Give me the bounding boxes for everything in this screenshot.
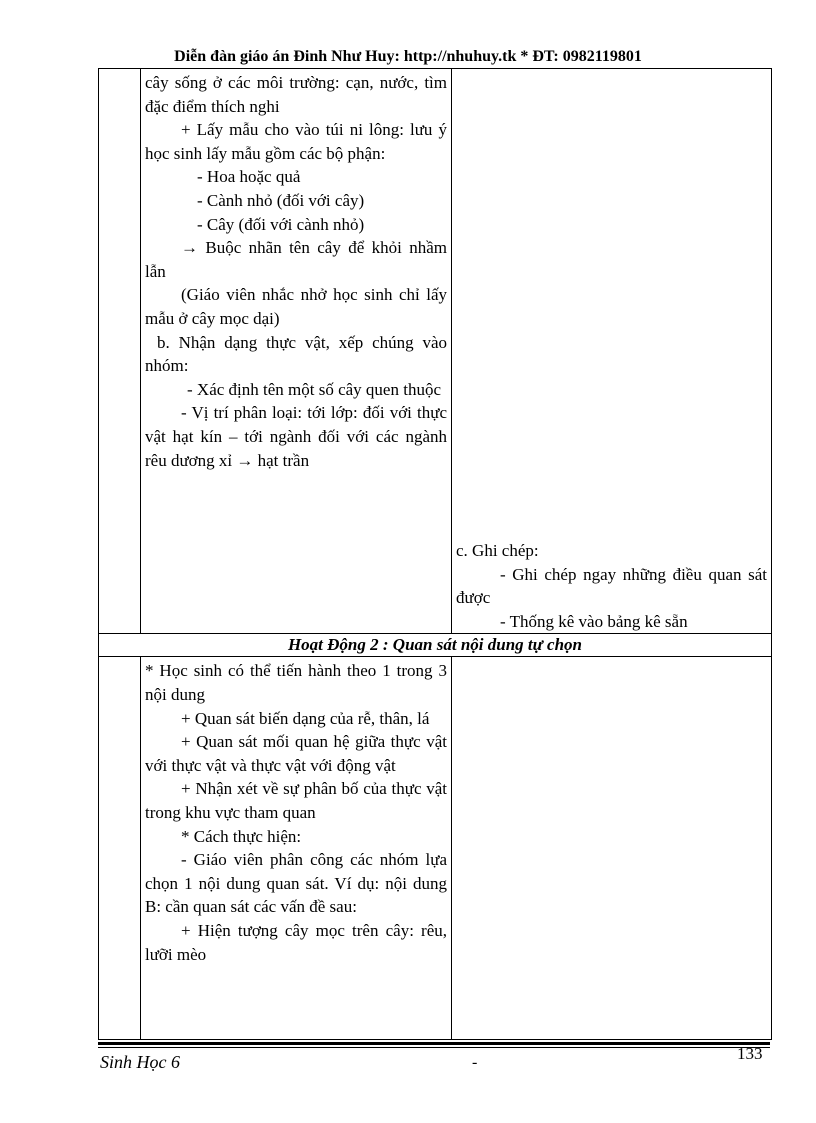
text-line: - Vị trí phân loại: tới lớp: đối với thực vật hạt kín – tới ngành đối với các ngành rêu dương xỉ → hạt trần xyxy=(145,403,447,470)
text-line: - Ghi chép ngay những điều quan sát được xyxy=(456,564,767,608)
text-line: * Học sinh có thể tiến hành theo 1 trong 3 nội dung xyxy=(145,661,447,704)
lesson-table xyxy=(98,68,772,1040)
text-line: + Quan sát biến dạng của rễ, thân, lá xyxy=(181,708,430,728)
activity-title: Hoạt Động 2 : Quan sát nội dung tự chọn xyxy=(99,634,772,657)
footer-rule xyxy=(98,1047,770,1048)
text-line: → Buộc nhãn tên cây để khỏi nhầm lẫn xyxy=(145,238,447,281)
footer-dash: - xyxy=(472,1054,478,1071)
table-row xyxy=(99,69,772,634)
text-line: (Giáo viên nhắc nhở học sinh chỉ lấy mẫu ở cây mọc dại) xyxy=(145,285,447,328)
text-line: - Giáo viên phân công các nhóm lựa chọn 1 nội dung quan sát. Ví dụ: nội dung B: cần quan sát các vấn đề sau: xyxy=(145,850,447,917)
text-line: + Nhận xét về sự phân bố của thực vật trong khu vực tham quan xyxy=(145,779,447,822)
text-line: - Xác định tên một số cây quen thuộc xyxy=(187,379,441,399)
text-line: * Cách thực hiện: xyxy=(181,826,302,846)
page-header: Diễn đàn giáo án Đinh Như Huy: http://nhuhuy.tk * ĐT: 0982119801 xyxy=(174,48,642,65)
text-line: - Thống kê vào bảng kê sẵn xyxy=(500,611,688,631)
text-line: + Hiện tượng cây mọc trên cây: rêu, lưỡi mèo xyxy=(145,920,447,964)
text-line: - Hoa hoặc quả xyxy=(197,167,301,187)
text-line: - Cây (đối với cành nhỏ) xyxy=(197,214,365,234)
text-line: b. Nhận dạng thực vật, xếp chúng vào nhóm: xyxy=(145,332,447,376)
table-row xyxy=(99,657,772,1040)
page-number: 133 xyxy=(737,1044,763,1063)
text-line: + Quan sát mối quan hệ giữa thực vật với thực vật và thực vật với động vật xyxy=(145,732,447,775)
activity-title-row xyxy=(99,634,772,657)
activity-content-cell xyxy=(141,69,452,634)
notes-cell xyxy=(452,657,772,1040)
empty-cell xyxy=(99,69,141,634)
text-line: + Lấy mẫu cho vào túi ni lông: lưu ý học sinh lấy mẫu gồm các bộ phận: xyxy=(145,120,447,163)
footer-subject: Sinh Học 6 xyxy=(100,1052,180,1072)
text-line: - Cành nhỏ (đối với cây) xyxy=(197,190,365,210)
footer-rule xyxy=(98,1042,770,1045)
activity-content-cell xyxy=(141,657,452,1040)
text-line: c. Ghi chép: xyxy=(456,541,539,560)
text-line: cây sống ở các môi trường: cạn, nước, tìm đặc điểm thích nghi xyxy=(145,73,447,116)
notes-cell xyxy=(452,69,772,634)
empty-cell xyxy=(99,657,141,1040)
